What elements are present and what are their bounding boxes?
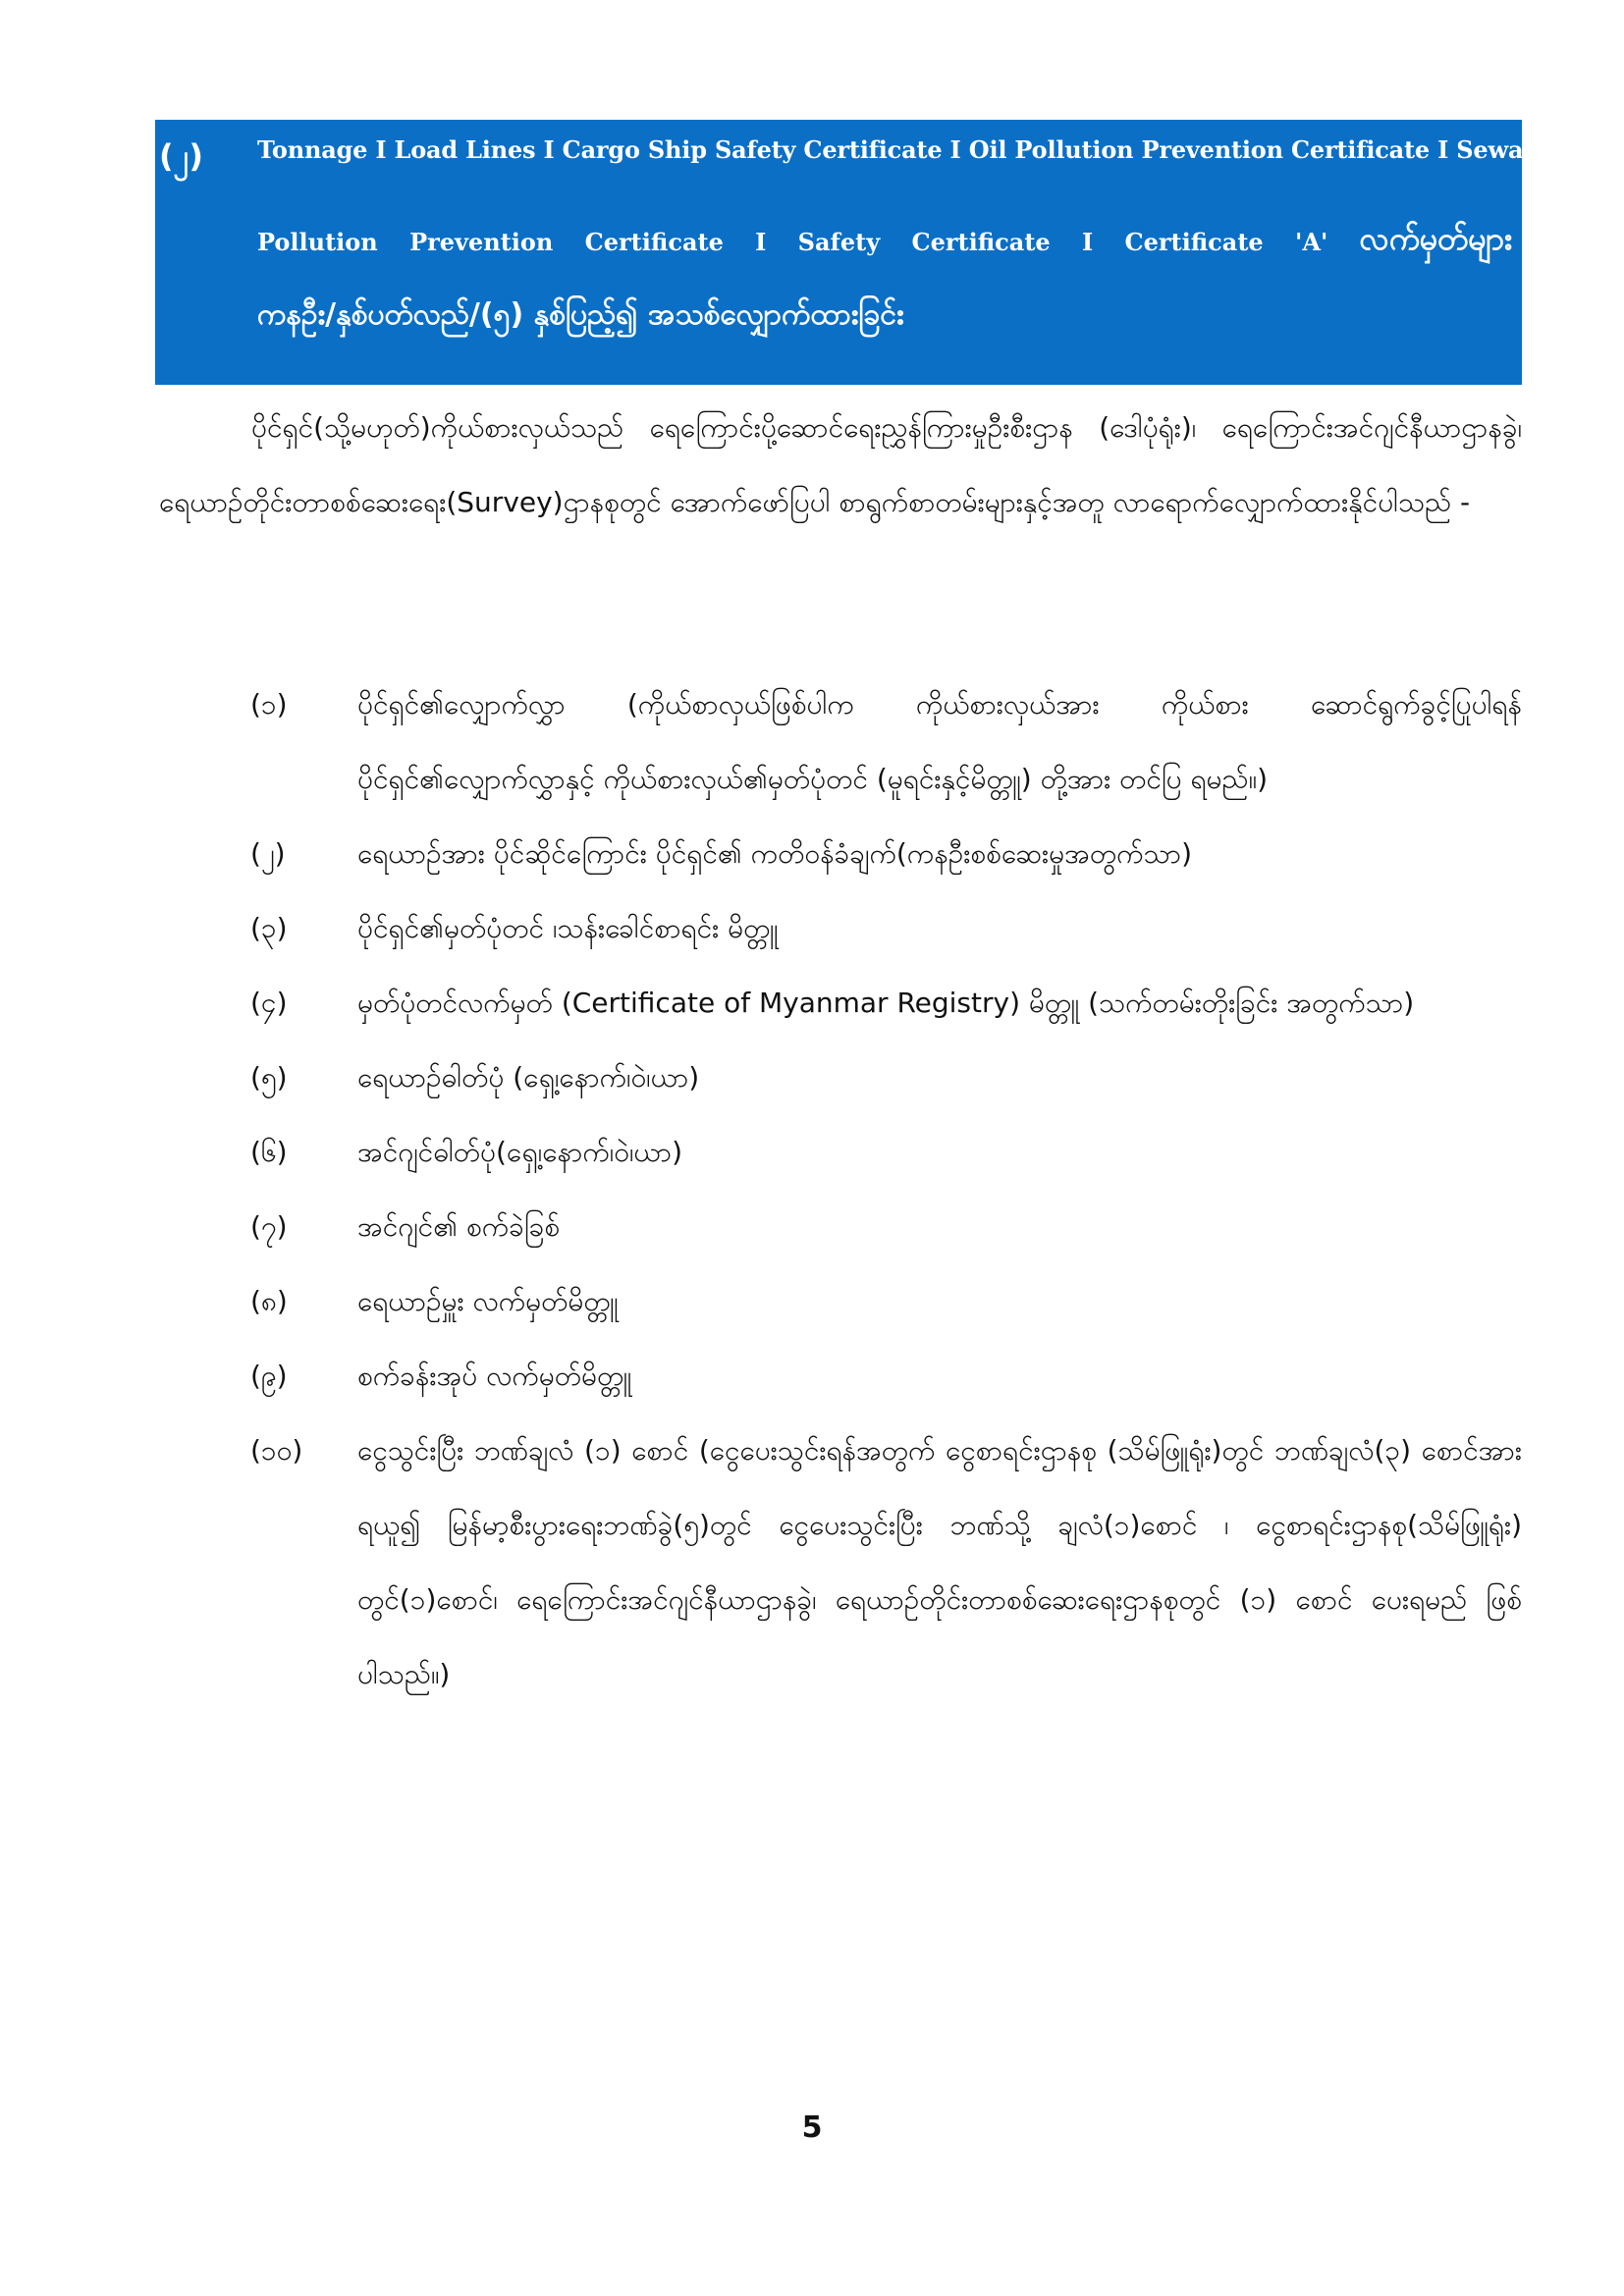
list-item — [250, 1339, 1522, 1414]
list-item-number: (၉) — [250, 1360, 288, 1392]
list-item — [250, 1264, 1522, 1339]
list-item — [250, 1414, 1522, 1712]
list-item — [250, 817, 1522, 891]
list-item-text: ရေယာဉ်မှူး လက်မှတ်မိတ္တူ — [357, 1285, 619, 1317]
section-header-banner — [155, 120, 1554, 385]
list-item-number: (၇) — [250, 1210, 288, 1243]
list-item-text: စက်ခန်းအုပ် လက်မှတ်မိတ္တူ — [357, 1360, 632, 1392]
title-word: Prevention — [409, 227, 554, 256]
title-word: Pollution — [257, 227, 378, 256]
list-item — [250, 1041, 1522, 1115]
list-item-text: ရေယာဉ်ဓါတ်ပုံ (ရှေ့၊နောက်၊ဝဲ၊ယာ) — [357, 1061, 700, 1094]
title-word: 'A' — [1294, 227, 1328, 256]
list-item — [250, 966, 1522, 1041]
list-item — [250, 667, 1522, 817]
list-item-number: (၂) — [250, 837, 286, 870]
requirements-list — [250, 667, 1522, 1712]
list-item-text: ပိုင်ရှင်၏မှတ်ပုံတင် ၊သန်းခေါင်စာရင်း မိတ္တူ — [357, 912, 779, 944]
list-item-number: (၁) — [250, 688, 288, 721]
list-item-number: (၃) — [250, 912, 288, 944]
section-number: (၂) — [159, 137, 203, 175]
list-item-number: (၁၀) — [250, 1434, 303, 1467]
list-item-text: မှတ်ပုံတင်လက်မှတ် (Certificate of Myanmar Registry) မိတ္တူ (သက်တမ်းတိုးခြင်း အတွက်သာ) — [357, 987, 1415, 1019]
list-item-text: အင်ဂျင်၏ စက်ခဲခြစ် — [357, 1210, 561, 1243]
title-word: Certificate — [584, 227, 724, 256]
list-item-number: (၈) — [250, 1285, 288, 1317]
title-word: I — [755, 227, 767, 256]
title-word: Certificate — [911, 227, 1051, 256]
list-item-text: ငွေသွင်းပြီး ဘဏ်ချလံ (၁) စောင် (ငွေပေးသွင်းရန်အတွက် ငွေစာရင်းဌာနစု (သိမ်ဖြူရုံး)တွင် ဘဏ်ချလံ(၃) စောင်အား ရယူ၍ မြန်မာ့စီးပွားရေးဘဏ်ခွဲ(၅)တွင် ငွေပေးသွင်းပြီး ဘဏ်သို့ ချလံ(၁)စောင် ၊ ငွေစာရင်းဌာနစု(သိမ်ဖြူရုံး) တွင်(၁)စောင်၊ ရေကြောင်းအင်ဂျင်နီယာဌာနခွဲ၊ ရေယာဉ်တိုင်းတာစစ်ဆေးရေးဌာနစုတွင် (၁) စောင် ပေးရမည် ဖြစ်ပါသည်။) — [357, 1434, 1522, 1690]
list-item-number: (၅) — [250, 1061, 288, 1094]
title-word: I — [1081, 227, 1094, 256]
list-item-text: အင်ဂျင်ဓါတ်ပုံ(ရှေ့၊နောက်၊ဝဲ၊ယာ) — [357, 1136, 682, 1168]
page-number: 5 — [801, 2110, 823, 2145]
title-word: Safety — [797, 227, 881, 256]
section-title-line-1: Tonnage I Load Lines I Cargo Ship Safety Certificate I Oil Pollution Prevention Certificate I Sewage — [257, 135, 1554, 164]
list-item-number: (၄) — [250, 987, 288, 1019]
list-item — [250, 1190, 1522, 1264]
section-title-line-3: ကနဦး/နှစ်ပတ်လည်/(၅) နှစ်ပြည့်၍ အသစ်လျှောက်ထားခြင်း — [257, 297, 904, 332]
list-item-number: (၆) — [250, 1136, 288, 1168]
title-word: Certificate — [1124, 227, 1264, 256]
intro-paragraph: ပိုင်ရှင်(သို့မဟုတ်)ကိုယ်စားလှယ်သည် ရေကြောင်းပို့ဆောင်ရေးညွှန်ကြားမှုဦးစီးဌာန (ဒေါပုံရုံး)၊ ရေကြောင်းအင်ဂျင်နီယာဌာနခွဲ၊ရေယာဉ်တိုင်းတာစစ်ဆေးရေး(Survey)ဌာနစုတွင် အောက်ဖော်ပြပါ စာရွက်စာတမ်းများနှင့်အတူ လာရောက်လျှောက်ထားနိုင်ပါသည် - — [159, 411, 1522, 518]
list-item — [250, 1115, 1522, 1190]
list-item-text: ပိုင်ရှင်၏လျှောက်လွှာ (ကိုယ်စာလှယ်ဖြစ်ပါက ကိုယ်စားလှယ်အား ကိုယ်စား ဆောင်ရွက်ခွင့်ပြုပါရန် ပိုင်ရှင်၏လျှောက်လွှာနှင့် ကိုယ်စားလှယ်၏မှတ်ပုံတင် (မူရင်းနှင့်မိတ္တူ) တို့အား တင်ပြ ရမည်။) — [357, 688, 1522, 795]
title-myanmar-word: လက်မှတ်များ — [1359, 220, 1512, 257]
section-title-line-2 — [257, 218, 1512, 265]
list-item-text: ရေယာဉ်အား ပိုင်ဆိုင်ကြောင်း ပိုင်ရှင်၏ ကတိဝန်ခံချက်(ကနဦးစစ်ဆေးမှုအတွက်သာ) — [357, 837, 1192, 870]
list-item — [250, 891, 1522, 966]
